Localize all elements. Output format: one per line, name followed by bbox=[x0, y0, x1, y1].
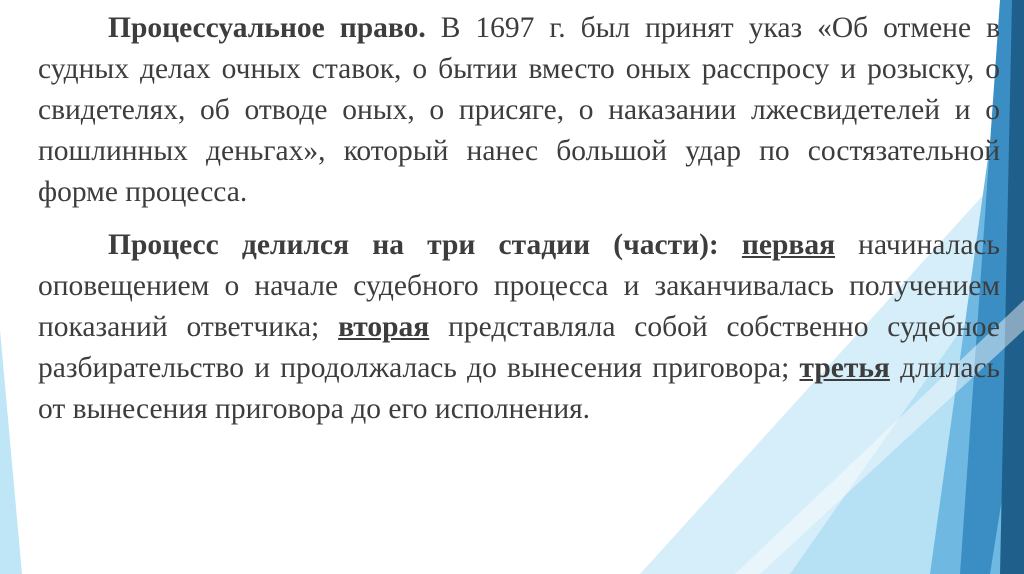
stage-third-text: длилась от вынесения приговора до его исполнения. bbox=[38, 352, 1000, 425]
left-accent-strip bbox=[0, 330, 22, 574]
stage-third-label: третья bbox=[799, 352, 890, 384]
paragraph-text: В 1697 г. был принят указ «Об отмене в судных делах очных ставок, о бытии вместо оных расспросу и розыску, о свидетелях, об отводе оных, о присяге, о наказании лжесвидетелей и о пошлинных деньгах», который нанес большой удар по состязательной форме процесса. bbox=[38, 12, 1000, 208]
paragraph-stages bbox=[38, 225, 1000, 430]
stage-second-text: представляла собой собственно судебное разбирательство и продолжалась до вынесения приговора; bbox=[38, 311, 1000, 384]
stage-second-label: вторая bbox=[338, 311, 430, 343]
paragraph-lead: Процессуальное право. bbox=[108, 12, 426, 44]
slide-body bbox=[38, 8, 1000, 442]
stage-first-label: первая bbox=[741, 229, 836, 261]
spacer bbox=[719, 229, 742, 261]
paragraph-lead: Процесс делился на три стадии (части): bbox=[108, 229, 719, 261]
stage-first-text: начиналась оповещением о начале судебного процесса и заканчивалась получением показаний ответчика; bbox=[38, 229, 1001, 343]
paragraph-procedural-law bbox=[38, 8, 1000, 213]
